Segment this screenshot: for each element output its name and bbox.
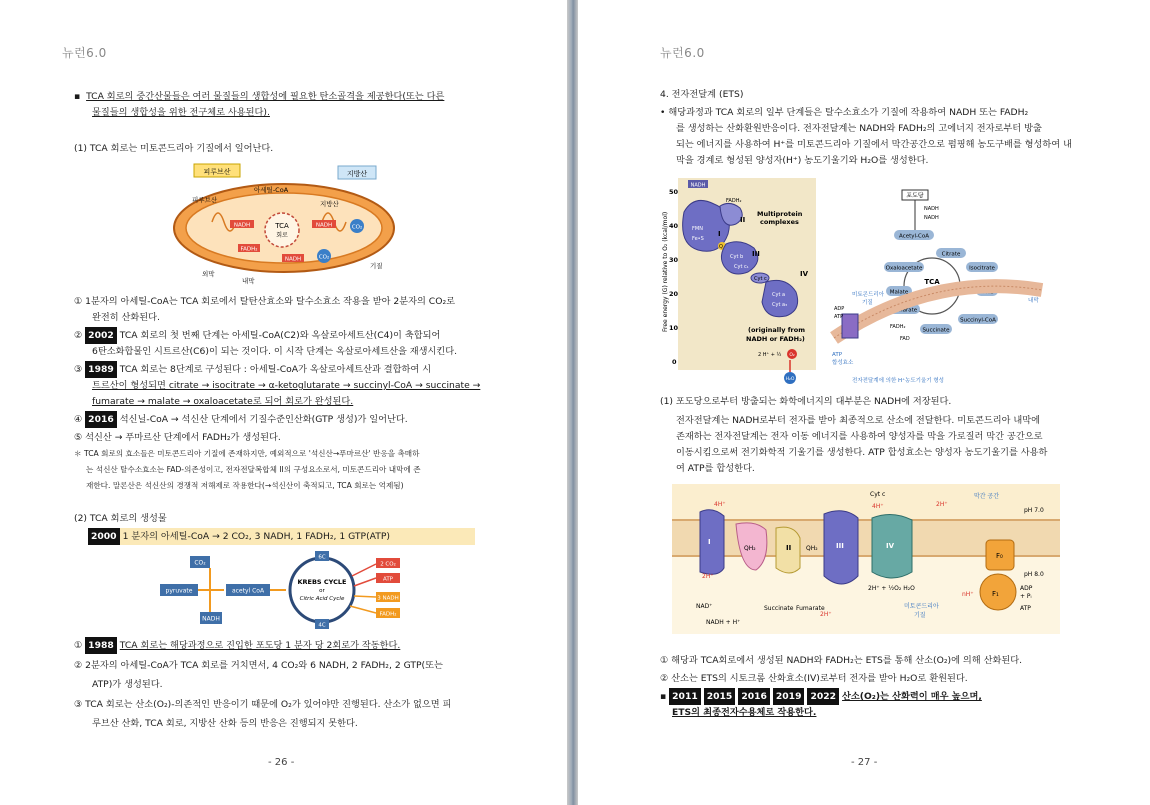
pi-label: + Pᵢ — [1020, 593, 1032, 600]
complex-iii-label: III — [836, 542, 844, 550]
inner-membrane-label: 내막 — [1028, 298, 1039, 304]
isocitrate-label: Isocitrate — [969, 265, 995, 272]
year-tag: 2015 — [704, 688, 736, 705]
list-item: ETS의 최종전자수용체로 작용한다. — [672, 707, 817, 718]
intro-line: 되는 에너지를 사용하여 H⁺를 미토콘드리아 기질에서 막간공간으로 펌핑해 농도구배를 형성하여 내 — [676, 139, 1072, 150]
pyruvate-label: pyruvate — [165, 587, 193, 595]
complex-i-label: I — [718, 230, 721, 238]
list-item: ① 해당과 TCA회로에서 생성된 NADH와 FADH₂는 ETS를 통해 산소(O₂)에 의해 산화된다. — [660, 655, 1023, 666]
matrix-label: 기질 — [914, 612, 926, 619]
interspace-label: 막간 공간 — [974, 493, 1000, 500]
tick-label: 40 — [669, 222, 679, 230]
adp-label: ADP — [1020, 585, 1033, 592]
origin-note: (originally from — [748, 326, 805, 334]
nadh-label: NADH — [202, 615, 220, 623]
cycle-label: cycle — [921, 287, 943, 295]
fmn-label: FMN — [692, 226, 703, 232]
proton-label: 4H⁺ — [872, 503, 884, 510]
tick-label: 30 — [669, 256, 679, 264]
note-line: 재한다. 말론산은 석신산의 경쟁적 저해제로 작용한다(→석신산이 축적되고, TCA 회로는 억제됨) — [86, 481, 404, 490]
adp-label: ADP — [834, 306, 845, 312]
proton-label: 2H⁺ — [820, 611, 832, 618]
matrix-label: 기질 — [370, 262, 383, 270]
output-nadh: 3 NADH — [377, 595, 399, 602]
atp-synthase-label: ATP — [832, 352, 843, 358]
output-fadh2: FADH₂ — [379, 611, 397, 618]
cyt-a3-label: Cyt a₃ — [772, 302, 788, 308]
paragraph-line: 여 ATP를 합성한다. — [676, 463, 755, 474]
tick-label: 10 — [669, 324, 679, 332]
list-item: 완전히 산화된다. — [92, 312, 160, 323]
co2-label: CO₂ — [318, 254, 330, 261]
f1-label: F₁ — [992, 590, 999, 598]
proton-label: 4H⁺ — [714, 501, 726, 508]
complex-iii-label: III — [752, 250, 760, 258]
acetyl-coa-label: Acetyl-CoA — [899, 233, 929, 240]
cyt-c-label: Cyt c — [870, 491, 886, 498]
list-item: ② 2분자의 아세틸-CoA가 TCA 회로를 거치면서, 4 CO₂와 6 NADH, 2 FADH₂, 2 GTP(또는 — [74, 660, 443, 671]
list-item: ATP)가 생성된다. — [92, 679, 163, 690]
list-item: ② 산소는 ETS의 시토크롬 산화효소(IV)로부터 전자를 받아 H₂O로 환원된다. — [660, 673, 968, 684]
complex-i-label: I — [708, 538, 711, 546]
output-co2: 2 CO₂ — [380, 561, 396, 568]
year-tag: 2022 — [807, 688, 839, 705]
nadh-label: NADH — [284, 256, 302, 263]
succinate-label: Succinate — [922, 327, 950, 334]
oxaloacetate-label: Oxaloacetate — [885, 265, 923, 272]
atp-label: ATP — [1020, 605, 1031, 612]
mitochondria-figure — [172, 162, 400, 286]
atp-synthase-label: 합성효소 — [832, 360, 854, 366]
nadh-label: NADH — [924, 206, 939, 212]
left-page — [0, 0, 567, 805]
co2-label: CO₂ — [194, 559, 206, 567]
note-line: ＊ TCA 회로의 효소들은 미토콘드리아 기질에 존재하지만, 예외적으로 '석신산→푸마르산' 반응을 촉매하 — [74, 449, 420, 458]
list-item: ① 1분자의 아세틸-CoA는 TCA 회로에서 탈탄산효소와 탈수소효소 작용을 받아 2분자의 CO₂로 — [74, 296, 455, 307]
list-item: fumarate → malate → oxaloacetate로 되어 회로가 완성된다. — [92, 396, 354, 407]
tick-label: 20 — [669, 290, 679, 298]
h-plus-label: 2 H⁺ + ½ — [758, 352, 782, 358]
nadh-label: NADH + H⁺ — [706, 619, 741, 626]
cyt-b-label: Cyt b — [730, 254, 744, 260]
complex-ii-label: II — [740, 216, 746, 224]
subsection-title: (1) 포도당으로부터 방출되는 화학에너지의 대부분은 NADH에 저장된다. — [660, 396, 952, 407]
qh2-label: QH₂ — [806, 545, 818, 552]
ph8-label: pH 8.0 — [1024, 571, 1044, 578]
paragraph-line: 전자전달계는 NADH로부터 전자를 받아 최종적으로 산소에 전달한다. 미토콘드리아 내막에 — [676, 415, 1041, 426]
section-title: (1) TCA 회로는 미토콘드리아 기질에서 일어난다. — [74, 143, 274, 154]
matrix-label: 미토콘드리아 — [852, 292, 884, 298]
list-item: ③ TCA 회로는 산소(O₂)-의존적인 반응이기 때문에 O₂가 있어야만 진행된다. 산소가 없으면 피 — [74, 699, 452, 710]
matrix-label: 기질 — [862, 300, 873, 306]
membrane-ets-figure — [672, 484, 1060, 634]
figure-caption: 전자전달계에 의한 H⁺농도기울기 형성 — [852, 378, 944, 384]
tca-label: TCA — [275, 222, 289, 230]
water-label: H₂O — [785, 377, 795, 382]
succinyl-coa-label: Succinyl-CoA — [960, 317, 996, 324]
fumarate-label: Fumarate — [796, 605, 825, 612]
running-header: 뉴런6.0 — [62, 46, 107, 60]
list-item: ④ 2016 석신닐-CoA → 석신산 단계에서 기질수준인산화(GTP 생성)가 일어난다. — [74, 411, 408, 428]
section-title: 4. 전자전달계 (ETS) — [660, 89, 744, 100]
free-energy-diagram — [660, 172, 820, 386]
list-item: ③ 1989 TCA 회로는 8단계로 구성된다 : 아세틸-CoA가 옥살로아세트산과 결합하여 시 — [74, 361, 431, 378]
summary-banner: 2000 1 분자의 아세틸-CoA → 2 CO₂, 3 NADH, 1 FADH₂, 1 GTP(ATP) — [88, 528, 475, 545]
nadh-label: NADH — [233, 222, 251, 229]
acetyl-coa-label: 아세틸-CoA — [254, 186, 289, 194]
fatty-acid-label: 지방산 — [320, 200, 339, 208]
tick-label: 50 — [669, 188, 679, 196]
bullet-line: ▪ TCA 회로의 중간산물들은 여러 물질들의 생합성에 필요한 탄소골격을 제공한다(또는 다른 — [74, 91, 445, 102]
ph7-label: pH 7.0 — [1024, 507, 1044, 514]
cycle-label: 회로 — [276, 232, 288, 239]
water-formation-label: 2H⁺ + ½O₂ H₂O — [868, 585, 915, 592]
complex-iv-label: IV — [886, 542, 895, 550]
cyt-c-label: Cyt c — [754, 276, 767, 282]
fad-label: FAD — [900, 336, 910, 342]
acetyl-coa-label: acetyl CoA — [231, 587, 265, 595]
year-tag: 2016 — [738, 688, 770, 705]
nad-plus-label: NAD⁺ — [696, 603, 713, 610]
citrate-label: Citrate — [941, 251, 961, 258]
year-tag: 2011 — [669, 688, 701, 705]
glucose-label: 포도당 — [906, 192, 924, 200]
fo-label: F₀ — [996, 552, 1003, 560]
pyruvate-label: 피루브산 — [192, 196, 218, 204]
bullet-line: 물질들의 생합성을 위한 전구체로 사용된다). — [92, 107, 270, 118]
four-carbon-label: 4C — [318, 622, 326, 629]
pyruvate-box-label: 피루브산 — [203, 168, 231, 176]
intro-line: • 해당과정과 TCA 회로의 일부 단계들은 탈수소효소가 기질에 작용하여 NADH 또는 FADH₂ — [660, 107, 1029, 118]
complex-iv-label: IV — [800, 270, 809, 278]
fadh2-label: FADH₂ — [726, 198, 742, 204]
list-item: ① 1988 TCA 회로는 해당과정으로 진입한 포도당 1 분자 당 2회로가 작동한다. — [74, 637, 400, 654]
fatty-acid-box-label: 지방산 — [346, 170, 368, 178]
cyt-a-label: Cyt a — [772, 292, 786, 298]
fes-label: Fe•S — [692, 236, 704, 242]
proton-label: 2H⁺ — [702, 573, 714, 580]
page-gutter — [567, 0, 578, 805]
origin-note: NADH or FADH₂) — [746, 335, 805, 343]
tca-ets-diagram — [828, 186, 1068, 386]
nadh-label: NADH — [315, 222, 333, 229]
o2-label: O₂ — [789, 353, 795, 358]
succinate-label: Succinate — [764, 605, 794, 612]
tick-label: 0 — [672, 358, 677, 366]
inner-membrane-label: 내막 — [242, 277, 255, 285]
tca-label: TCA — [924, 278, 940, 286]
malate-label: Malate — [889, 289, 909, 296]
proton-label: nH⁺ — [962, 591, 974, 598]
complex-ii-label: II — [786, 544, 792, 552]
nadh-label: NADH — [690, 182, 706, 189]
page-number: - 27 - — [851, 757, 878, 768]
fumarate-label: Fumarate — [890, 307, 918, 314]
year-tag: 2019 — [773, 688, 805, 705]
krebs-cycle-figure — [152, 548, 412, 630]
paragraph-line: 이동시킴으로써 전기화학적 기울기를 생성한다. ATP 합성효소는 양성자 농도기울기를 사용하 — [676, 447, 1048, 458]
qh2-label: QH₂ — [744, 545, 756, 552]
section-title: (2) TCA 회로의 생성물 — [74, 513, 167, 524]
list-item: 6탄소화합물인 시트르산(C6)이 되는 것이다. 이 시작 단계는 옥살로아세트산을 재생시킨다. — [92, 346, 458, 357]
six-carbon-label: 6C — [318, 554, 326, 561]
q-label: Q — [719, 244, 723, 250]
krebs-or: or — [319, 588, 325, 594]
list-item: ⑤ 석신산 → 푸마르산 단계에서 FADH₂가 생성된다. — [74, 432, 281, 443]
multiprotein-label: Multiprotein — [757, 210, 803, 218]
matrix-label: 미토콘드리아 — [904, 603, 939, 610]
list-item: ② 2002 TCA 회로의 첫 번째 단계는 아세틸-CoA(C2)와 옥살로아세트산(C4)이 축합되어 — [74, 327, 440, 344]
fadh2-label: FADH₂ — [240, 246, 258, 253]
right-page — [578, 0, 1150, 805]
list-item: ▪ 2011 2015 2016 2019 2022 산소(O₂)는 산화력이 매우 높으며, — [660, 688, 982, 705]
cyt-c1-label: Cyt c₁ — [734, 264, 749, 270]
note-line: 는 석신산 탈수소효소는 FAD-의존성이고, 전자전달복합체 II의 구성요소로서, 미토콘드리아 내막에 존 — [86, 465, 421, 474]
krebs-title: KREBS CYCLE — [297, 578, 347, 586]
y-axis-label: Free energy (G) relative to O₂ (kcal/mol) — [662, 211, 669, 332]
fadh2-label: FADH₂ — [890, 324, 906, 330]
page-number: - 26 - — [268, 757, 295, 768]
list-item: 루브산 산화, TCA 회로, 지방산 산화 등의 반응은 진행되지 못한다. — [92, 718, 358, 729]
running-header: 뉴런6.0 — [660, 46, 705, 60]
intro-line: 막을 경계로 형성된 양성자(H⁺) 농도기울기와 H₂O를 생성한다. — [676, 155, 929, 166]
nadh-label: NADH — [924, 215, 939, 221]
proton-label: 2H⁺ — [936, 501, 948, 508]
co2-label: CO₂ — [351, 224, 363, 231]
atp-label: ATP — [834, 314, 844, 320]
krebs-subtitle: Citric Acid Cycle — [299, 596, 345, 602]
paragraph-line: 존재하는 전자전달계는 전자 이동 에너지를 사용하여 양성자를 막을 가로질러 막간 공간으로 — [676, 431, 1043, 442]
intro-line: 를 생성하는 산화환원반응이다. 전자전달계는 NADH와 FADH₂의 고에너지 전자로부터 방출 — [676, 123, 1042, 134]
akg-label: α-KG — [980, 289, 994, 296]
outer-membrane-label: 외막 — [202, 270, 215, 278]
output-atp: ATP — [382, 576, 394, 583]
multiprotein-label: complexes — [760, 218, 799, 226]
list-item: 트르산이 형성되면 citrate → isocitrate → α-ketoglutarate → succinyl-CoA → succinate → — [92, 380, 481, 391]
